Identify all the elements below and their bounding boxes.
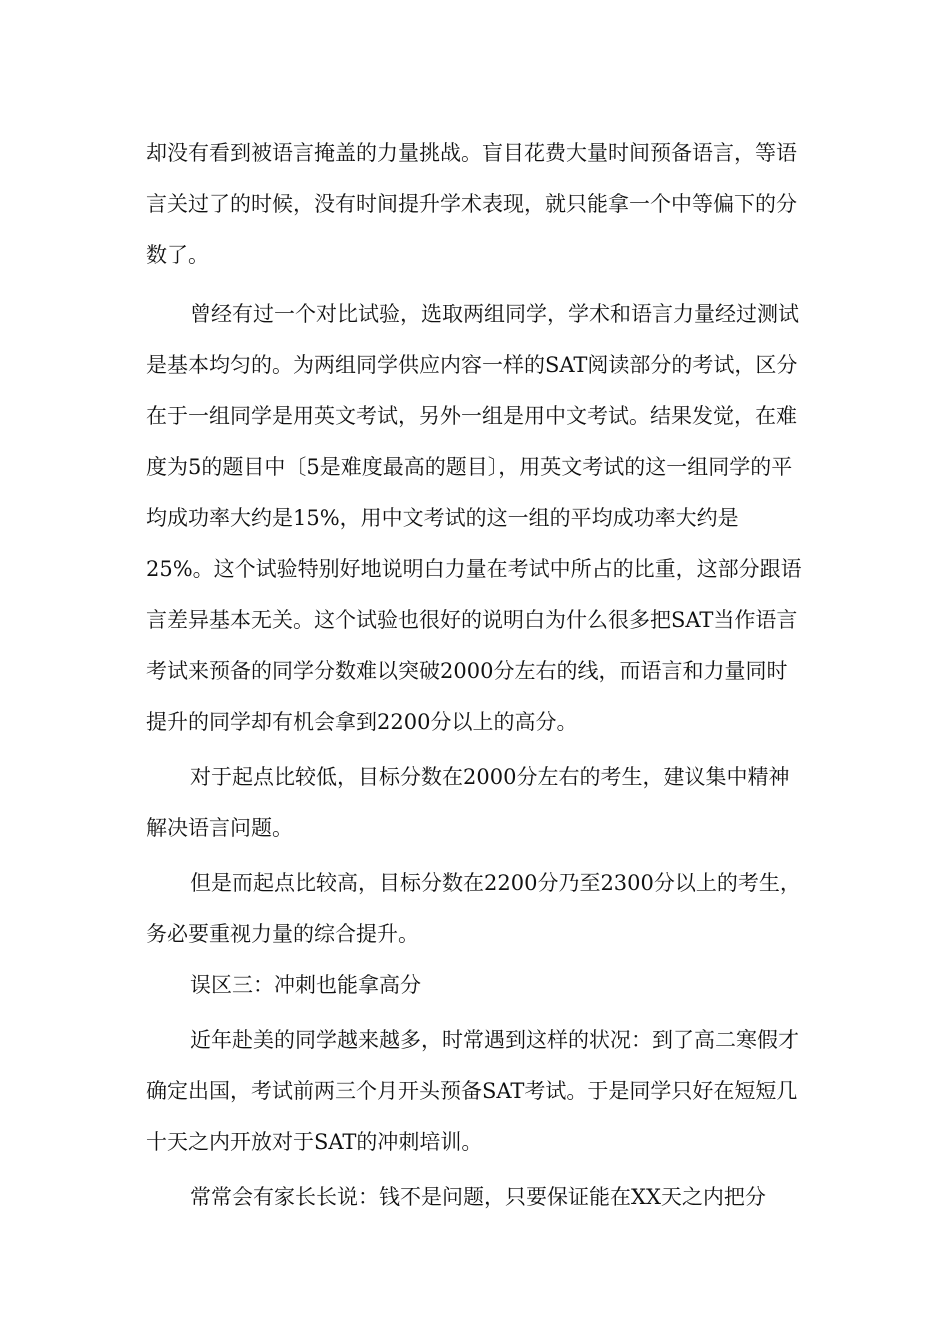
section-heading: 误区三：冲刺也能拿高分 xyxy=(190,973,421,997)
document-body xyxy=(146,128,806,1223)
paragraph-3: 对于起点比较低，目标分数在2000分左右的考生，建议集中精神解决语言问题。 xyxy=(146,765,790,840)
paragraph-5: 近年赴美的同学越来越多，时常遇到这样的状况：到了高二寒假才确定出国，考试前两三个月开头预备SAT考试。于是同学只好在短短几十天之内开放对于SAT的冲刺培训。 xyxy=(146,1028,799,1154)
paragraph-1: 却没有看到被语言掩盖的力量挑战。盲目花费大量时间预备语言，等语言关过了的时候，没有时间提升学术表现，就只能拿一个中等偏下的分数了。 xyxy=(146,141,797,267)
paragraph-6: 常常会有家长长说：钱不是问题，只要保证能在XX天之内把分 xyxy=(190,1185,766,1209)
paragraph-4: 但是而起点比较高，目标分数在2200分乃至2300分以上的考生，务必要重视力量的综合提升。 xyxy=(146,871,801,946)
paragraph-2: 曾经有过一个对比试验，选取两组同学，学术和语言力量经过测试是基本均匀的。为两组同学供应内容一样的SAT阅读部分的考试，区分在于一组同学是用英文考试，另外一组是用中文考试。结果发觉，在难度为5的题目中〔5是难度最高的题目〕，用英文考试的这一组同学的平均成功率大约是15%，用中文考试的这一组的平均成功率大约是25%。这个试验特别好地说明白力量在考试中所占的比重，这部分跟语言差异基本无关。这个试验也很好的说明白为什么很多把SAT当作语言考试来预备的同学分数难以突破2000分左右的线，而语言和力量同时提升的同学却有机会拿到2200分以上的高分。 xyxy=(146,302,802,734)
